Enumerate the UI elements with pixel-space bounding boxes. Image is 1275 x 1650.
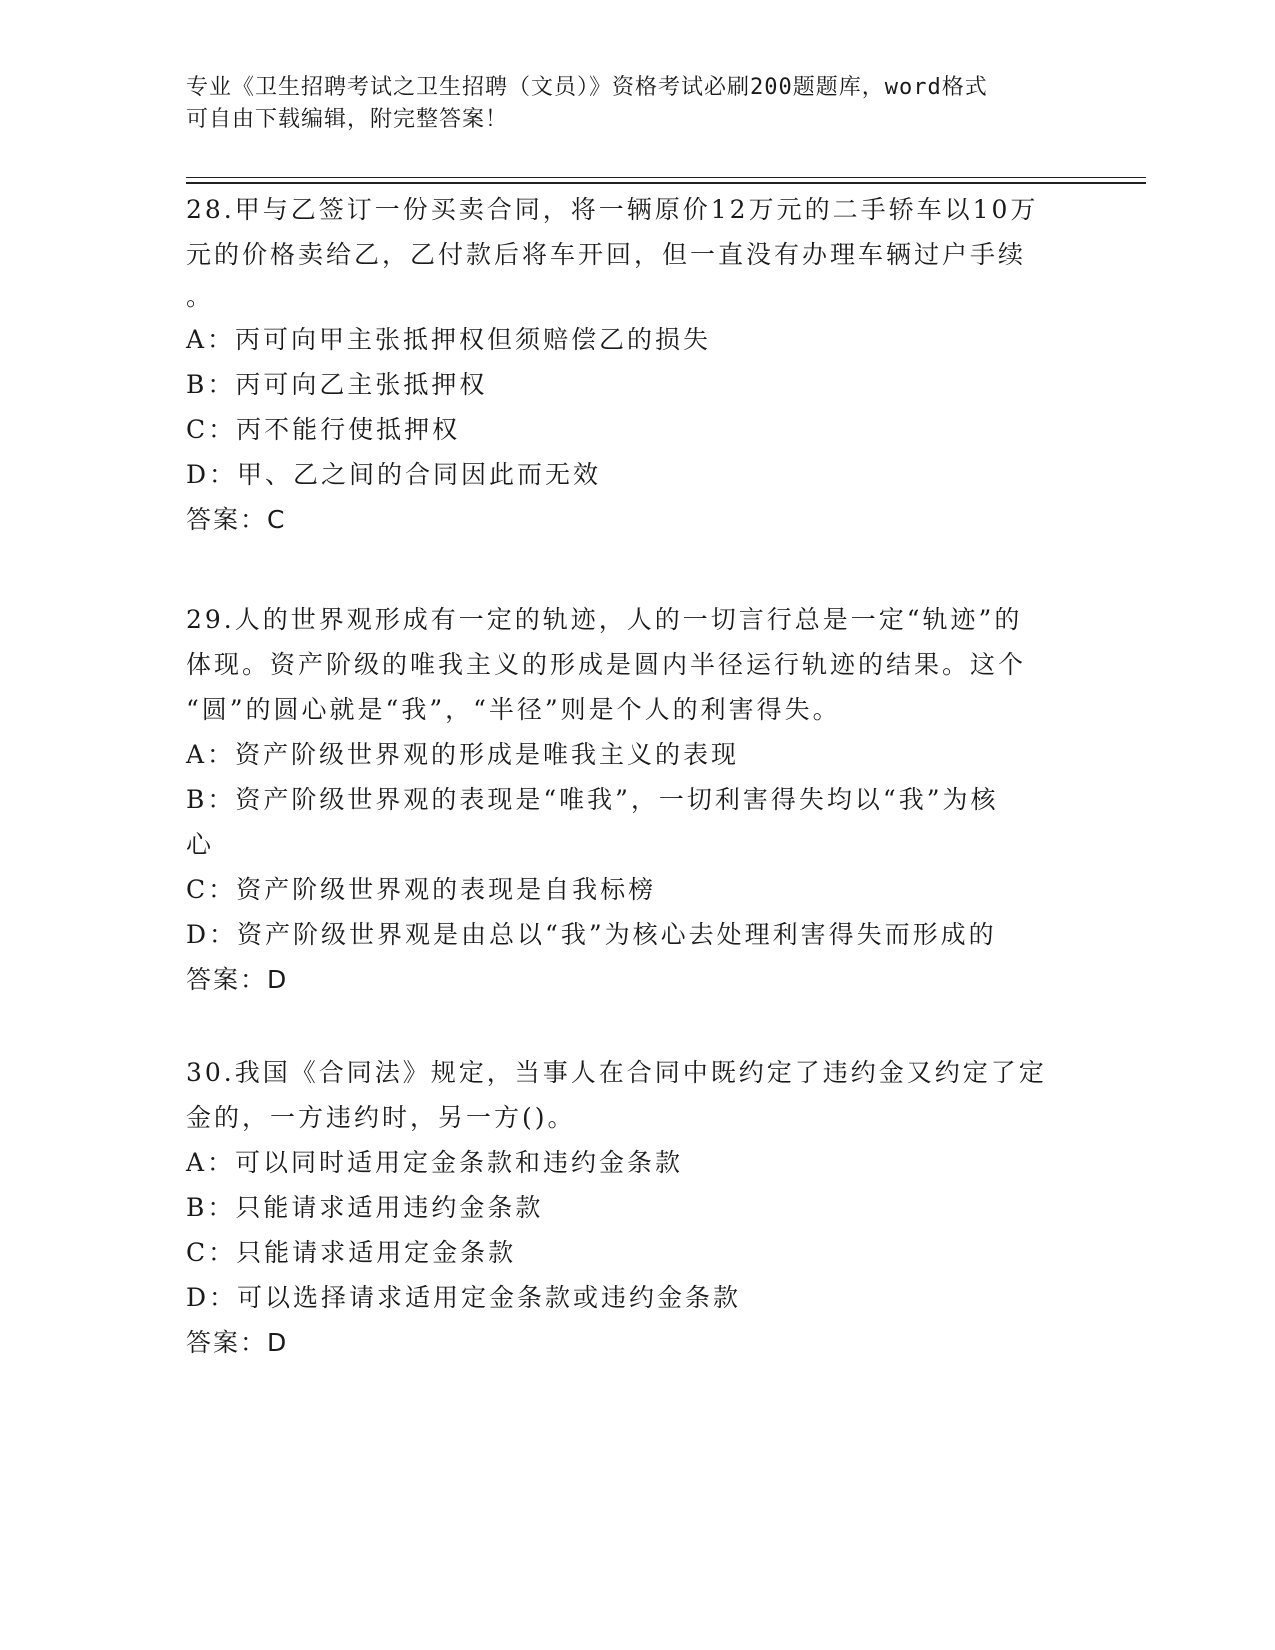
answer-label: 答案：C bbox=[186, 505, 287, 534]
option-b-continuation: 心 bbox=[186, 830, 215, 859]
question-stem-line: 28.甲与乙签订一份买卖合同，将一辆原价12万元的二手轿车以10万 bbox=[186, 195, 1039, 224]
header-line-1: 专业《卫生招聘考试之卫生招聘（文员）》资格考试必刷200题题库，word格式 bbox=[186, 75, 988, 100]
question-29 bbox=[186, 597, 1086, 1002]
header-divider-thin bbox=[186, 177, 1146, 178]
answer-label: 答案：D bbox=[186, 1328, 289, 1357]
question-stem-line: 元的价格卖给乙，乙付款后将车开回，但一直没有办理车辆过户手续 bbox=[186, 240, 1027, 269]
option-a: A：资产阶级世界观的形成是唯我主义的表现 bbox=[186, 740, 740, 769]
option-a: A：可以同时适用定金条款和违约金条款 bbox=[186, 1148, 684, 1177]
question-30 bbox=[186, 1050, 1086, 1365]
option-d: D：资产阶级世界观是由总以“我”为核心去处理利害得失而形成的 bbox=[186, 920, 997, 949]
document-header bbox=[186, 72, 1066, 136]
header-line-2: 可自由下载编辑，附完整答案！ bbox=[186, 107, 509, 132]
question-stem-line: 金的，一方违约时，另一方()。 bbox=[186, 1103, 576, 1132]
option-c: C：丙不能行使抵押权 bbox=[186, 415, 461, 444]
option-b: B：只能请求适用违约金条款 bbox=[186, 1193, 544, 1222]
question-stem-line: “圆”的圆心就是“我”，“半径”则是个人的利害得失。 bbox=[186, 695, 841, 724]
option-a: A：丙可向甲主张抵押权但须赔偿乙的损失 bbox=[186, 325, 712, 354]
option-b: B：丙可向乙主张抵押权 bbox=[186, 370, 488, 399]
option-d: D：甲、乙之间的合同因此而无效 bbox=[186, 460, 602, 489]
header-divider-thick bbox=[186, 182, 1146, 184]
question-stem-line: 29.人的世界观形成有一定的轨迹，人的一切言行总是一定“轨迹”的 bbox=[186, 605, 1023, 634]
option-c: C：只能请求适用定金条款 bbox=[186, 1238, 517, 1267]
option-d: D：可以选择请求适用定金条款或违约金条款 bbox=[186, 1283, 742, 1312]
question-stem-line: 30.我国《合同法》规定，当事人在合同中既约定了违约金又约定了定 bbox=[186, 1058, 1047, 1087]
option-c: C：资产阶级世界观的表现是自我标榜 bbox=[186, 875, 657, 904]
question-stem-line: 体现。资产阶级的唯我主义的形成是圆内半径运行轨迹的结果。这个 bbox=[186, 650, 1027, 679]
answer-label: 答案：D bbox=[186, 965, 289, 994]
question-stem-line: 。 bbox=[186, 282, 215, 311]
option-b: B：资产阶级世界观的表现是“唯我”，一切利害得失均以“我”为核 bbox=[186, 785, 999, 814]
question-28 bbox=[186, 187, 1086, 542]
